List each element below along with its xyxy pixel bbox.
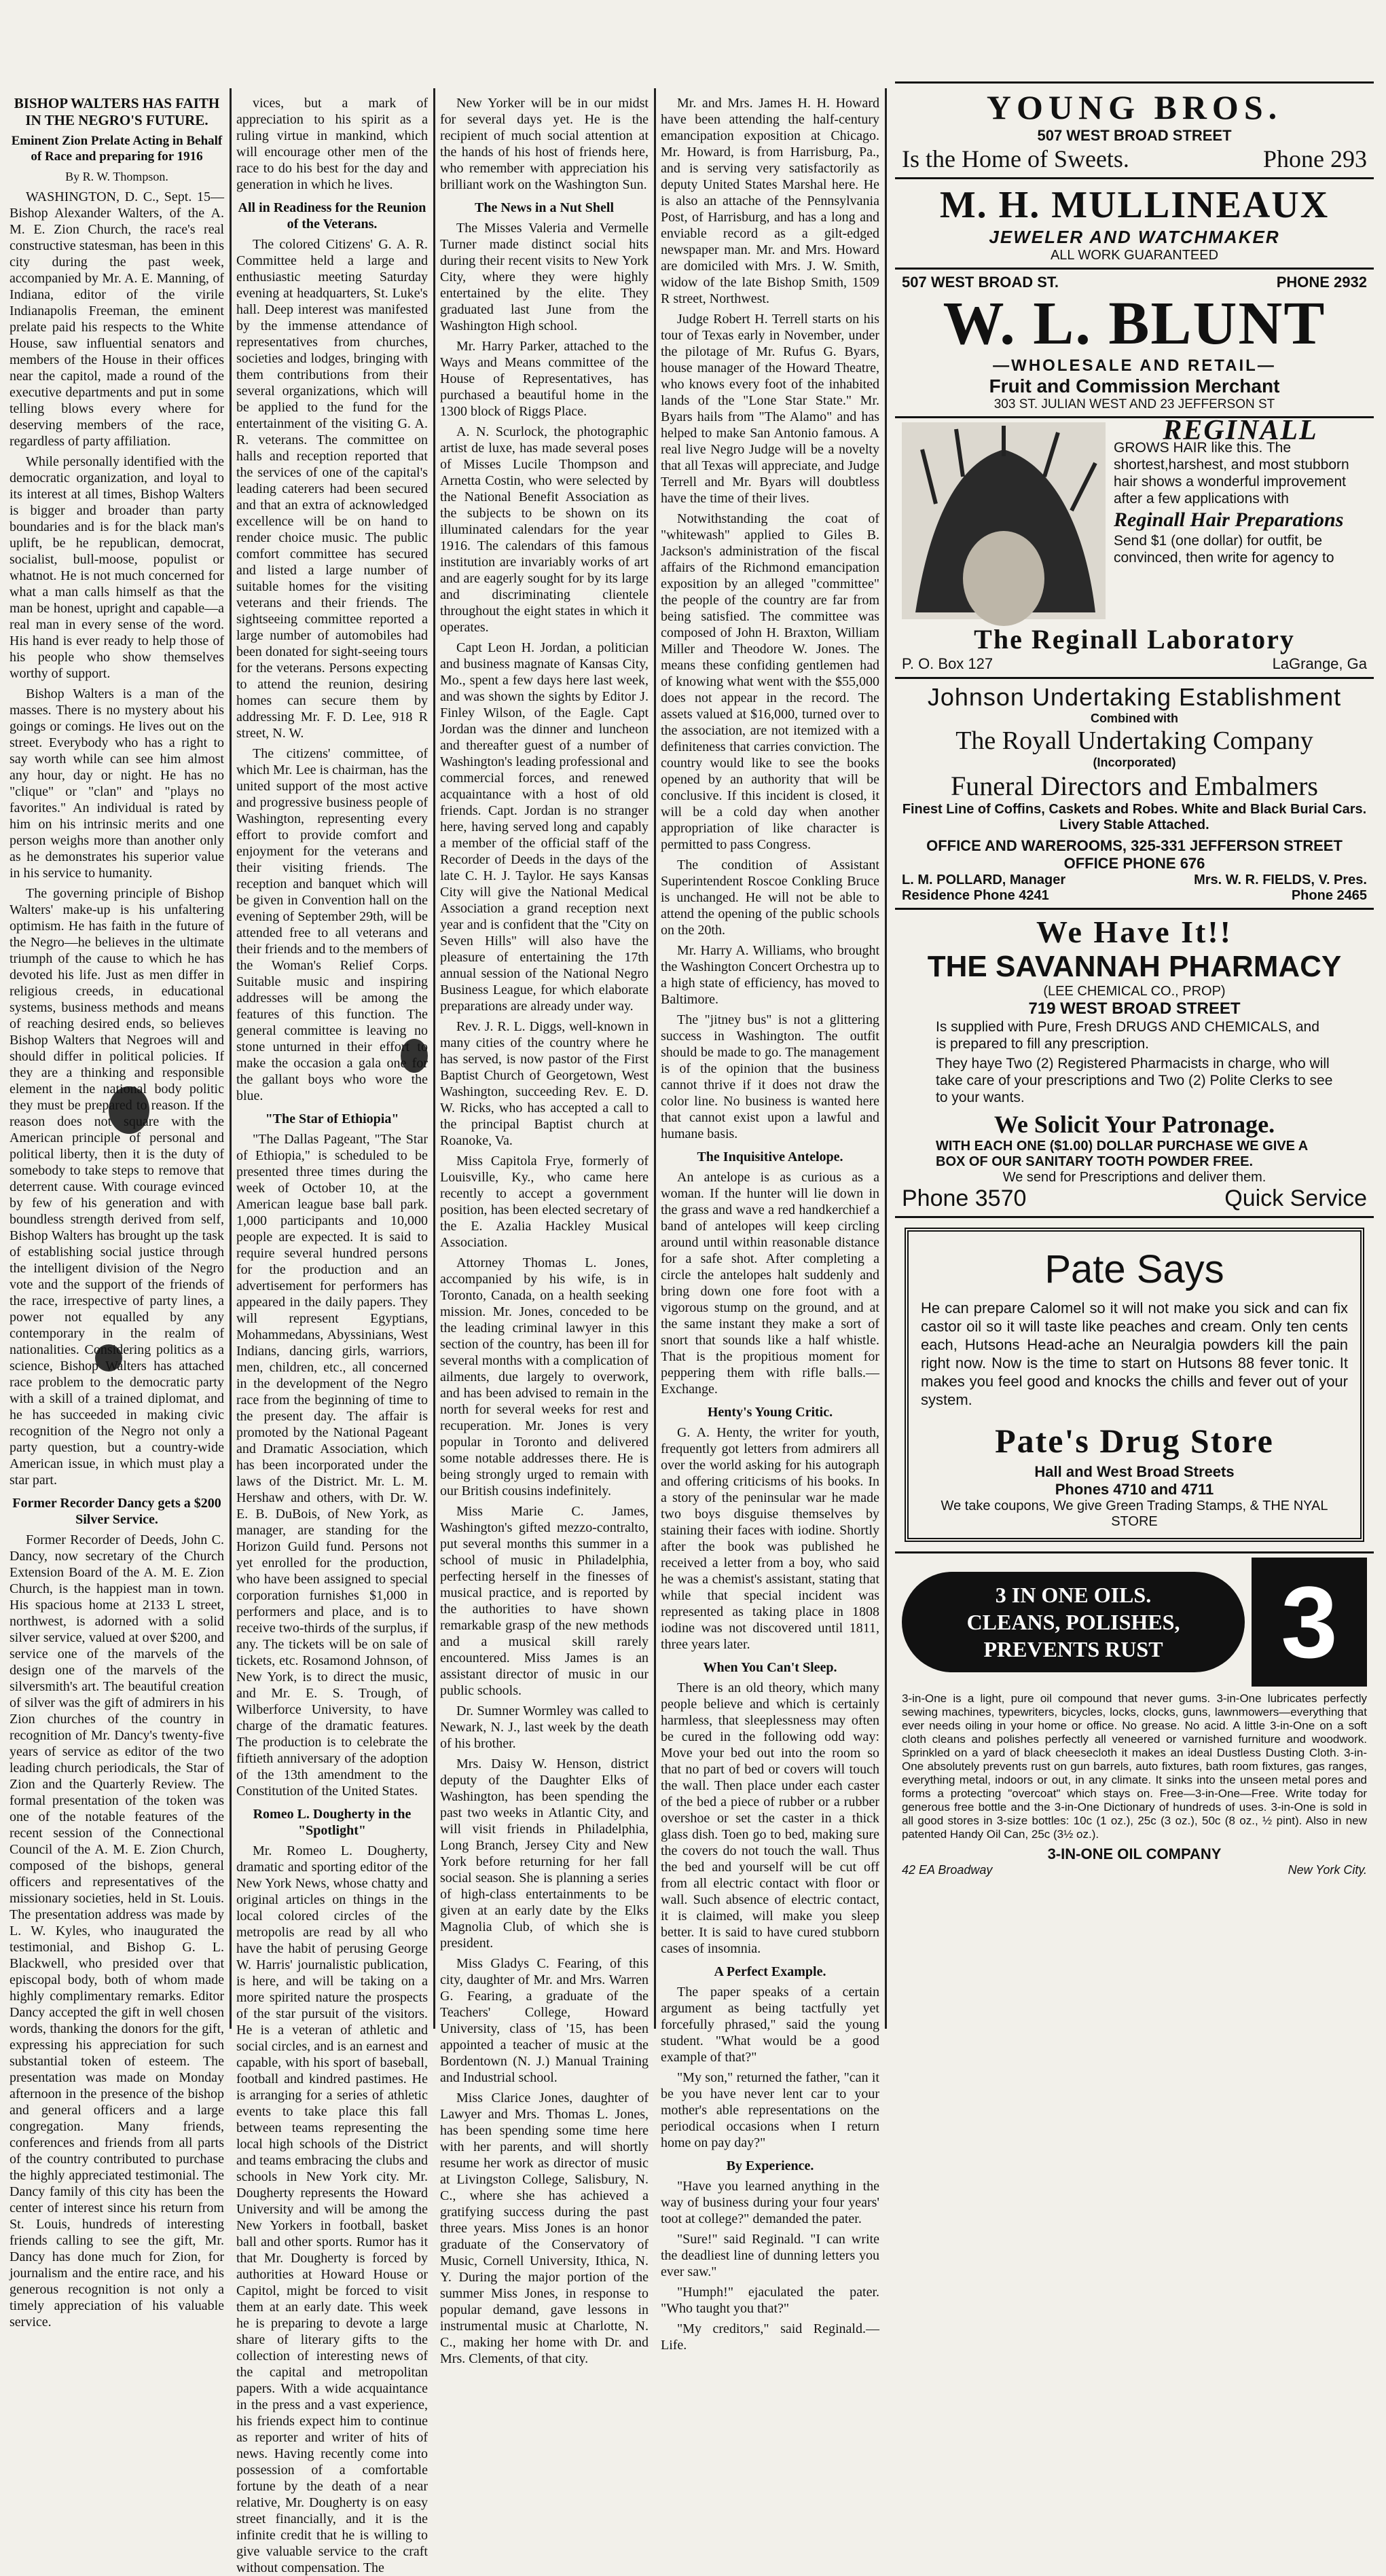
reginall-ad <box>895 415 1374 679</box>
paragraph: "The Dallas Pageant, "The Star of Ethiopia," is scheduled to be presented three times during the week of October 10, at the American league base ball park. 1,000 participants and 10,000 people are expected. It is said to require several hundred persons for the production and an advertisement for performers has appeared in the daily papers. They will represent Egyptians, Mohammedans, Abyssinians, West Indians, dancing girls, warriors, men, children, etc., all concerned in the development of the Negro race from the beginning of time to the present day. The affair is promoted by the National Pageant and Dramatic Association, which has been incorporated under the laws of the District. Mr. L. M. Hershaw and others, with Dr. W. E. B. DuBois, of New York, as manager, are standing for the Horizon Guild fund. Persons not yet enrolled for the production, who have been assigned to special corporation furnishes $1,000 in performers and place, and is to receive two-thirds of the surplus, if any. The tickets will be on sale of tickets, etc. Rosamond Johnson, of New York, is to direct the music, and Mr. E. S. Trough, of Wilberforce University, to have charge of the dramatic features. The production is to celebrate the fiftieth anniversary of the adoption of the 13th amendment to the Constitution of the United States. <box>236 1132 428 1799</box>
paragraph: The citizens' committee, of which Mr. Lee is chairman, has the united support of the most active and progressive business people of Washington, representing every effort to provide comfort and enjoyment for the veterans and their visiting friends. The reception and banquet which will be given in Convention hall on the evening of September 29th, will be attended free to all veterans and their friends and to the members of the Woman's Relief Corps. Suitable music and inspiring addresses will be among the features of this function. The general committee is leaving no stone unturned in their effort to make the occasion a gala one for the gallant boys who wore the blue. <box>236 746 428 1103</box>
blunt-ad <box>895 270 1374 418</box>
paragraph: Miss Gladys C. Fearing, of this city, daughter of Mr. and Mrs. Warren G. Fearing, a graduate of the Teachers' College, Howard University, class of '15, has been appointed a teacher of music at the Bordentown (N. J.) Manual Training and Industrial school. <box>440 1956 649 2085</box>
subheadline: The News in a Nut Shell <box>474 200 615 215</box>
paragraph: Mr. Romeo L. Dougherty, dramatic and sporting editor of the New York News, whose chatty and original articles on things in the local colored circles of the metropolis are read by all who have the habit of perusing George W. Harris' journalistic publication, is here, and will be taking on a more spirited nature the prospects of the star pursuit of the visitors. He is a veteran of athletic and social circles, and is an earnest and capable, with his sport of baseball, football and kindred pastimes. He is arranging for a series of athletic events to take place this fall between teams representing the local high schools of the District and teams embracing the clubs and schools in New York city. Mr. Dougherty represents the Howard University and will be among the New Yorkers in football, basket ball and other sports. Rumor has it that Mr. Dougherty is forced by authorities at Howard House or Capitol, might be forced to visit them at an early date. This week he is preparing to devote a large share of literary gifts to the collection of interesting news of the capital and metropolitan papers. With a wide acquaintance in the press and a vast experience, his friends expect him to continue as reporter and writer of hits of news. Having recently come into possession of a comfortable fortune by the death of a near relative, Mr. Dougherty is on easy street financially, and it is the infinite credit that he is willing to give valuable service to the craft without compensation. The <box>236 1843 428 2575</box>
paragraph: WASHINGTON, D. C., Sept. 15—Bishop Alexander Walters, of the A. M. E. Zion Church, the race's real constructive statesman, has been in this city during the past week, accompanied by Mr. A. E. Manning, of Indiana, editor of the virile Indianapolis Freeman, the eminent prelate paid his respects to the White House, saw influential senators and members of the House in their offices near the capitol, made a round of the executive departments and put in some telling blows every where for deserving members of the race, regardless of party affiliation. <box>10 189 224 449</box>
slogan: PREVENTS RUST <box>983 1637 1163 1661</box>
services: Funeral Directors and Embalmers <box>951 771 1318 801</box>
phone: Phone 293 <box>1263 145 1367 172</box>
paragraph: "Have you learned anything in the way of business during your four years' toot at college?" demanded the pater. <box>661 2179 879 2226</box>
ad-headline: We Have It!! <box>1036 915 1233 949</box>
address: 42 EA Broadway <box>902 1863 993 1877</box>
column-1 <box>10 95 224 2330</box>
paragraph: Miss Capitola Frye, formerly of Louisville, Ky., who came here recently to accept a government position, has been elected secretary of the E. Azalia Hackley Musical Association. <box>440 1154 649 1250</box>
company-name: The Royall Undertaking Company <box>955 726 1313 755</box>
paragraph: A. N. Scurlock, the photographic artist de luxe, has made several poses of Misses Lucile Thompson and Arnetta Costin, who were selected by the National Benefit Association as the subjects to be shown on its illuminated calendars for the year 1916. The calendars of this famous institution are invariably works of art and are eagerly sought for by its large and discriminating clientele throughout the eight states in which it operates. <box>440 424 649 635</box>
store-name: Pate's Drug Store <box>995 1422 1274 1460</box>
advertisements <box>895 81 1374 2029</box>
ad-body: GROWS HAIR like this. The shortest,harshest, and most stubborn hair shows a wonderful improvement after a few applications with <box>1114 440 1349 507</box>
advertiser-name: YOUNG BROS. <box>986 88 1283 126</box>
paragraph: Mr. Harry A. Williams, who brought the Washington Concert Orchestra up to a high state of efficiency, has moved to Baltimore. <box>661 943 879 1007</box>
paragraph: While personally identified with the democratic organization, and loyal to its interest at all times, Bishop Walters is bigger and broader than party boundaries and is for the black man's uplift, be he republican, democrat, socialist, bull-moose, populist or whatnot. He is not much concerned for what a man calls himself as that the man be honest, upright and capable—a real man in every sense of the word. His hand is ever ready to help those of his people who show themselves worthy of support. <box>10 454 224 681</box>
ad-headline: We Solicit Your Patronage. <box>993 1111 1275 1138</box>
tagline: Is the Home of Sweets. <box>902 145 1129 172</box>
phone: Phones 4710 and 4711 <box>1055 1481 1214 1498</box>
paragraph: There is an old theory, which many people believe and which is certainly harmless, that sleeplessness may often be cured in the following odd way: Move your bed out into the room so that no part of bed or covers will touch the wall. Then place under each caster of the bed a piece of rubber or a rubber overshoe or set the caster in a thick glass dish. Toen go to bed, making sure the covers do not touch the wall. Thus the bed and yourself will be cut off from all electric contact with floor or wall. Such absence of electric contact, it is claimed, will make you sleep better. It is said to have cured stubborn cases of insomnia. <box>661 1680 879 1956</box>
proprietor: (LEE CHEMICAL CO., PROP) <box>1043 984 1226 999</box>
paragraph: The Misses Valeria and Vermelle Turner made distinct social hits during their recent visits to New York City, where they were highly entertained by the elite. They graduated last June from the Washington High school. <box>440 221 649 333</box>
paragraph: Notwithstanding the coat of "whitewash" applied to Giles B. Jackson's administration of the fiscal affairs of the Richmond emancipation exposition by an alleged "committee" the people of the country are far from being satisfied. The committee was composed of John H. Braxton, William Miller and Theodore W. Jones. The means these confiding gentlemen had of knowing what went with the $55,000 does not appear in the record. The assets valued at $16,000, turned over to the association, are not itemized with a definiteness that carries conviction. The country would like to see the books opened by an authority that will be conclusive. If this incident is closed, it will be a cold day when another appropriation of like character is permitted to pass Congress. <box>661 511 879 852</box>
ad-title: Pate Says <box>1044 1247 1224 1291</box>
slogan: CLEANS, POLISHES, <box>966 1610 1180 1634</box>
phone: OFFICE PHONE 676 <box>1063 855 1205 872</box>
column-rule <box>433 88 435 2029</box>
subtitle: —WHOLESALE AND RETAIL— <box>993 356 1276 375</box>
mullineaux-ad <box>895 179 1374 270</box>
address: OFFICE AND WAREROOMS, 325-331 JEFFERSON STREET <box>926 837 1343 854</box>
offer: WITH EACH ONE ($1.00) DOLLAR PURCHASE WE GIVE A BOX OF OUR SANITARY TOOTH POWDER FREE. <box>936 1139 1308 1169</box>
phone: Phone 2465 <box>1291 888 1367 903</box>
paragraph: Mr. and Mrs. James H. H. Howard have been attending the half-century emancipation exposition at Chicago. Mr. Howard, is from Harrisburg, Pa., and is serving very satisfactorily as deputy United States Marshal here. He is also an attache of the Pennsylvania Post, of Harrisburg, and has a long and enviable record as a gilt-edged newspaper man. Mr. and Mrs. Howard are domiciled with Mrs. J. W. Smith, widow of the late Bishop Smith, 1509 R street, Northwest. <box>661 96 879 306</box>
company-name: 3-IN-ONE OIL COMPANY <box>1047 1845 1222 1862</box>
tagline: Quick Service <box>1224 1185 1367 1211</box>
ad-subtitle: (Incorporated) <box>1093 756 1176 769</box>
brand-number: 3 <box>1252 1558 1367 1687</box>
city: New York City. <box>1288 1863 1367 1877</box>
ad-body: He can prepare Calomel so it will not make you sick and can fix castor oil so it will taste like peaches and cream. Only ten cents each, Hutsons Head-ache an Neuralgia powders kill the pain right now. Now is the time to start on Hutsons 88 fever tonic. It makes you feel good and knocks the chills and fever out of your system. <box>921 1300 1348 1408</box>
subheadline: When You Can't Sleep. <box>703 1660 837 1675</box>
subheadline: All in Readiness for the Reunion of the Veterans. <box>238 200 426 232</box>
manager: L. M. POLLARD, Manager <box>902 872 1066 887</box>
ad-subtitle: Combined with <box>1091 712 1178 725</box>
paragraph: An antelope is as curious as a woman. If the hunter will lie down in the grass and wave a red handkerchief a band of antelopes will keep circling around until within reasonable distance for a safe shot. After completing a circle the antelopes halt suddenly and bring down one fore foot with a vigorous stump on the ground, and at the same instant they make a sort of snort that sounds like a half whistle. That is the propitious moment for peppering them with rifle balls.—Exchange. <box>661 1170 879 1397</box>
subheadline: Henty's Young Critic. <box>707 1405 833 1420</box>
paragraph: "My creditors," said Reginald.—Life. <box>661 2321 879 2353</box>
headline: BISHOP WALTERS HAS FAITH IN THE NEGRO'S FUTURE. <box>14 95 220 128</box>
column-3 <box>440 95 649 2366</box>
phone: Phone 3570 <box>902 1185 1027 1211</box>
paragraph: Mr. Harry Parker, attached to the Ways and Means committee of the House of Representatives, has purchased a beautiful home in the 1300 block of Riggs Place. <box>440 339 649 419</box>
paragraph: G. A. Henty, the writer for youth, frequently got letters from admirers all over the world asking for his autograph and offering criticisms of his books. In a story of the peninsular war he made two boys disguise themselves by staining their faces with iodine. Shortly after the book was published he received a letter from a boy, who said he was a chemist's assistant, stating that while that special incident was represented as taking place in 1808 iodine was not discovered until 1811, three years later. <box>661 1425 879 1652</box>
address: 507 WEST BROAD ST. <box>902 274 1059 291</box>
column-4 <box>661 95 879 2353</box>
paragraph: Miss Clarice Jones, daughter of Lawyer and Mrs. Thomas L. Jones, has been spending some time here with her parents, and will shortly resume her work as director of music at Livingston College, Salisbury, N. C., where she has achieved a gratifying success during the past three years. Miss Jones is an honor graduate of the Conservatory of Music, Cornell University, Ithica, N. Y. During the major portion of the summer Miss Jones, in response to popular demand, gave lessons in instrumental music at Charlotte, N. C., making her home with Dr. and Mrs. Clements, of that city. <box>440 2091 649 2366</box>
paragraph: New Yorker will be in our midst for several days yet. He is the recipient of much social attention at the hands of his host of friends here, who remember with appreciation his brilliant work on the Washington Sun. <box>440 96 649 192</box>
paragraph: "My son," returned the father, "can it be you have never lent car to your mother's able representations on the periodical occasions when I return home on pay day?" <box>661 2070 879 2150</box>
paragraph: "Humph!" ejaculated the pater. "Who taught you that?" <box>661 2285 879 2316</box>
subtitle: Fruit and Commission Merchant <box>989 375 1280 397</box>
paragraph: Rev. J. R. L. Diggs, well-known in many cities of the country where he has served, is now pastor of the First Baptist Church of Georgetown, West Washington, succeeding Rev. E. D. W. Ricks, who has accepted a call to the principal Baptist church at Roanoke, Va. <box>440 1019 649 1148</box>
paragraph: Former Recorder of Deeds, John C. Dancy, now secretary of the Church Extension Board of the A. M. E. Zion Church, is the happiest man in town. His spacious home at 2133 L street, northwest, is adorned with a solid silver service, valued at over $200, and service one of the marvels of the design one of the marvels of the silversmith's art. The beautiful creation of silver was the gift of admirers in his Zion churches of the country in recognition of Mr. Dancy's twenty-five years of service as editor of the two leading church periodicals, the Star of Zion and the Quarterly Review. The formal presentation of the token was one of the notable features of the recent session of the Connectional Council of the A. M. E. Zion Church, composed of the bishops, general officers and representatives of the missionary societies, held in St. Louis. The presentation address was made by L. W. Kyles, who inaugurated the testimonial, and Bishop G. L. Blackwell, who presided over that episcopal body, both of whom made highly complimentary remarks. Editor Dancy accepted the gift in well chosen words, thanking the donors for the gift, expressing his appreciation for such substantial token of esteem. The presentation was made on Monday afternoon in the presence of the bishop and general officers and a large congregation. Many friends, conferences and friends from all parts of the country contributed to purchase the highly appreciated testimonial. The Dancy family of this city has been the center of interest since his return from St. Louis, hundreds of interesting friends calling to see the gift, Mr. Dancy has done much for Zion, for journalism and the entire race, and his generous recognition is not only a timely appreciation of his valuable service. <box>10 1532 224 2330</box>
subheadline: Former Recorder Dancy gets a $200 Silver Service. <box>12 1496 221 1527</box>
paragraph: Bishop Walters is a man of the masses. There is no mystery about his goings or comings. He lives out on the street. Everybody who has a right to say worth while can see him almost any hour, day or night. He has no "clique" or "clan" and "plays no favorites." An individual is rated by him on his intrinsic merits and one person weighs more than another only as he demonstrates his superior value in his service to humanity. <box>10 686 224 881</box>
subheadline: The Inquisitive Antelope. <box>697 1149 843 1164</box>
phone: Residence Phone 4241 <box>902 888 1049 903</box>
young-bros-ad <box>895 81 1374 179</box>
tagline: We take coupons, We give Green Trading Stamps, & THE NYAL STORE <box>941 1498 1328 1529</box>
paragraph: "Sure!" said Reginald. "I can write the deadliest line of dunning letters you ever saw." <box>661 2232 879 2279</box>
paragraph: The "jitney bus" is not a glittering success in Washington. The outfit should be made to go. The management is of the opinion that the business cannot thrive if it does not draw the color line. No business is wanted here that cannot exist upon a lawful and humane basis. <box>661 1012 879 1141</box>
pate-ad <box>895 1218 1374 1553</box>
town: LaGrange, Ga <box>1272 655 1367 672</box>
ad-title: Johnson Undertaking Establishment <box>927 683 1342 711</box>
slogan: 3 IN ONE OILS. <box>995 1583 1152 1607</box>
po-box: P. O. Box 127 <box>902 655 993 672</box>
three-in-one-oil-ad <box>895 1553 1374 1881</box>
column-rule <box>885 88 887 2029</box>
paragraph: Miss Marie C. James, Washington's gifted mezzo-contralto, put several months this summer in a school of music in Philadelphia, perfecting herself in the finesses of musical practice, and is reported by the authorities to have shown remarkable grasp of the new methods and a musical skill rarely encountered. Miss James is an assistant director of music in our public schools. <box>440 1504 649 1698</box>
company-name: THE SAVANNAH PHARMACY <box>927 950 1342 983</box>
ad-body: Is supplied with Pure, Fresh DRUGS AND CHEMICALS, and is prepared to fill any prescription. <box>936 1019 1319 1052</box>
paragraph: The governing principle of Bishop Walters' make-up is his unfaltering optimism. He has faith in the future of the Negro—he believes in the ultimate triumph of the cause to which he has devoted his life. Just as men differ in religious creeds, in educational systems, business methods and means of reaching desired ends, so believes Bishop Walters that Negroes will and should differ in political policies. If they are a thinking and responsible element in the national body politic they must be prepared to reason. If the reason does not square with the American principle of personal and political liberty, then it is the duty of somebody to take steps to remove that deterrent cause. With courage evinced by few of his generation and with boundless strength derived from self, Bishop Walters has brought up the task of establishing social justice through the intelligent division of the Negro vote and the support of the friends of the race, irrespective of party lines, a power not equalled by any contemporary in the realm of nationalities. Considering politics as a science, Bishop Walters has attached race problem to the democratic party with a skill of a trained diplomat, and he has succeeded in making civic recognition of the Negro not only a party question, but a country-wide American issue, in which must play a star part. <box>10 886 224 1488</box>
vice-president: Mrs. W. R. FIELDS, V. Pres. <box>1194 872 1367 887</box>
company-name: The Reginall Laboratory <box>974 624 1295 655</box>
ad-body: 3-in-One is a light, pure oil compound that never gums. 3-in-One lubricates perfectly sewing machines, typewriters, bicycles, locks, clocks, guns, lawnmowers—everything that ever needs oiling in your home or office. No grease. No acid. A little 3-in-One on a soft cloth cleans and polishes perfectly all veneered or varnished furniture and woodwork. Sprinkled on a yard of black cheesecloth it makes an ideal Dustless Dusting Cloth. 3-in-One absolutely prevents rust on gun barrels, auto fixtures, bath room fixtures, gas ranges, everything metal, indoors or out, in any climate. It sinks into the unseen metal pores and forms a protecting "overcoat" which stays on. Free—3-in-One—Free. Write today for generous free bottle and the 3-in-One Dictionary of hundreds of uses. 3-in-One is sold in all good stores in 3-size bottles: 10c (1 oz.), 25c (3 oz.), 50c (8 oz., ½ pint). Also in new patented Handy Oil Can, 25c (3½ oz.). <box>902 1692 1367 1841</box>
tagline: ALL WORK GUARANTEED <box>1050 248 1219 263</box>
column-2 <box>236 95 428 2575</box>
paragraph: The paper speaks of a certain argument as being tactfully yet forcefully phrased," said the young student. "What would be a good example of that?" <box>661 1985 879 2065</box>
subheadline: Romeo L. Dougherty in the "Spotlight" <box>253 1807 412 1838</box>
ad-body: Send $1 (one dollar) for outfit, be convinced, then write for agency to <box>1114 533 1334 566</box>
advertiser-name: M. H. MULLINEAUX <box>939 184 1330 226</box>
johnson-undertaking-ad <box>895 679 1374 910</box>
paragraph: Dr. Sumner Wormley was called to Newark, N. J., last week by the death of his brother. <box>440 1704 649 1751</box>
paragraph: The condition of Assistant Superintendent Roscoe Conkling Bruce is unchanged. He will not be able to attend the opening of the public schools on the 20th. <box>661 858 879 938</box>
subheadline: A Perfect Example. <box>714 1964 826 1979</box>
advertiser-name: W. L. BLUNT <box>943 290 1326 357</box>
address: 507 WEST BROAD STREET <box>1037 127 1232 144</box>
column-rule <box>654 88 656 2029</box>
phone: PHONE 2932 <box>1276 274 1367 291</box>
deck: Eminent Zion Prelate Acting in Behalf of Race and preparing for 1916 <box>11 134 223 164</box>
subtitle: JEWELER AND WATCHMAKER <box>989 227 1280 247</box>
subheadline: "The Star of Ethiopia" <box>265 1111 399 1126</box>
ad-body: They haye Two (2) Registered Pharmacists in charge, who will take care of your prescriptions and Two (2) Polite Clerks to see to your wants. <box>936 1056 1333 1105</box>
address: Hall and West Broad Streets <box>1034 1463 1235 1480</box>
product-name: Reginall Hair Preparations <box>1114 509 1344 531</box>
paragraph: vices, but a mark of appreciation to his spirit as a ruling virtue in mankind, which will encourage other men of the race to do his best for the day and generation in which he lives. <box>236 96 428 192</box>
address: 303 ST. JULIAN WEST AND 23 JEFFERSON ST <box>993 397 1275 411</box>
paragraph: The colored Citizens' G. A. R. Committee held a large and enthusiastic meeting Saturday evening at headquarters, St. Luke's hall. Deep interest was manifested by the immense attendance of representatives from churches, societies and lodges, bringing with them contributions from their several organizations, which will be applied to the fund for the entertainment of the visiting G. A. R. veterans. The committee on halls and reception reported that the services of one of the capital's leading caterers had been secured and that an extra of acknowledged excellence will be on hand to render choice music. The public comfort committee has secured and listed a large number of suitable homes for the visiting veterans and their friends. The sightseeing committee reported a large number of automobiles had been donated for sight-seeing tours for the veterans. Persons expecting to attend the reunion, desiring homes can secure them by addressing Mr. F. D. Lee, 918 R street, N. W. <box>236 237 428 741</box>
paragraph: Capt Leon H. Jordan, a politician and business magnate of Kansas City, Mo., spent a few days here last week, and was shown the sights by Editor J. Finley Wilson, of the Eagle. Capt Jordan was the dinner and luncheon and thereafter guest of a number of Washington's leading professional and commercial forces, and renewed acquaintance with a host of old friends. Capt. Jordan is no stranger here, having served long and capably a member of the official staff of the Recorder of Deeds in the days of the late C. H. J. Taylor. He says Kansas City will give the National Medical Association a grand reception next year and is confident that the "City on Seven Hills" will also have the pleasure of entertaining the 17th annual session of the National Negro Business League, for which elaborate preparations are already under way. <box>440 640 649 1014</box>
column-rule <box>230 88 232 2029</box>
delivery-note: We send for Prescriptions and deliver them. <box>1002 1170 1266 1185</box>
paragraph: Mrs. Daisy W. Henson, district deputy of the Daughter Elks of Washington, has been spending the past two weeks in Atlantic City, and will visit friends in Philadelphia, Long Branch, Jersey City and New York before returning for her fall social season. She is planning a series of high-class entertainments to be given at an early date by the Elks Magnolia Club, of which she is president. <box>440 1756 649 1951</box>
byline: By R. W. Thompson. <box>65 170 168 183</box>
address: 719 WEST BROAD STREET <box>1028 999 1241 1018</box>
savannah-pharmacy-ad <box>895 910 1374 1218</box>
ad-title: REGINALL <box>1163 415 1318 446</box>
hair-photo <box>902 422 1106 619</box>
ad-body: Finest Line of Coffins, Caskets and Robes. White and Black Burial Cars. Livery Stable Attached. <box>902 802 1367 832</box>
paragraph: Attorney Thomas L. Jones, accompanied by his wife, is in Toronto, Canada, on a health seeking mission. Mr. Jones, conceded to be the leading criminal lawyer in this section of the country, has been ill for several months with a complication of ailments, due largely to overwork, and has been advised to remain in the north for several weeks for rest and recuperation. Mr. Jones is very popular in Toronto and delivered some notable addresses there. He is being strongly urged to remain with our British cousins indefinitely. <box>440 1255 649 1498</box>
paragraph: Judge Robert H. Terrell starts on his tour of Texas early in November, under the pilotage of Mr. Rufus G. Byars, house manager of the Howard Theatre, who knows every foot of the inhabited lands of the "Lone Star State." Mr. Byars hails from "The Alamo" and has helped to make San Antonio famous. A real live Negro Judge will be a novelty that all Texas will appreciate, and Judge Terrell and Mr. Byars will doubtless have the time of their lives. <box>661 312 879 506</box>
subheadline: By Experience. <box>726 2158 814 2173</box>
